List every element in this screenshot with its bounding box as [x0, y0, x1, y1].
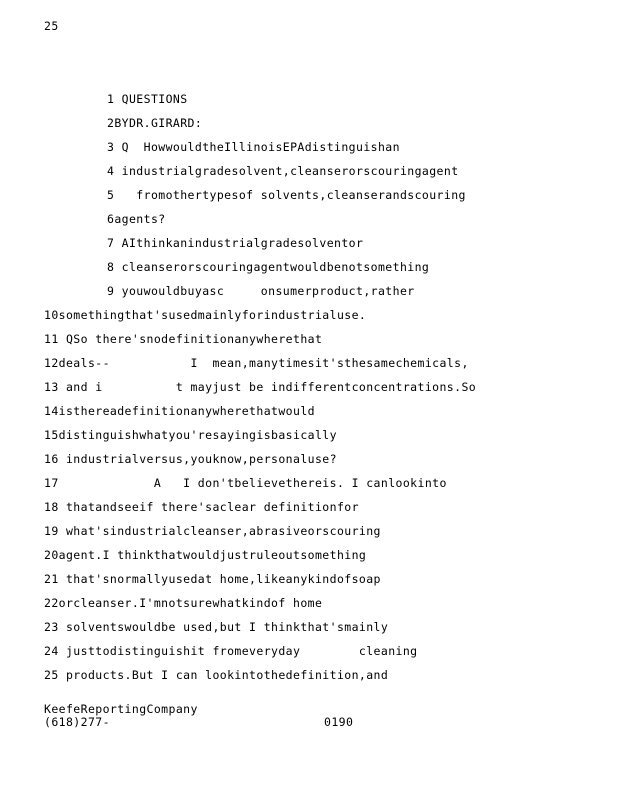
- phone-prefix: (618)277-: [44, 715, 110, 729]
- transcript-line: 11 QSo there'snodefinitionanywherethat: [44, 332, 323, 346]
- page-number: 25: [44, 19, 59, 33]
- transcript-line: 4 industrialgradesolvent,cleanserorscouringagent: [107, 164, 459, 178]
- transcript-line: 24 justtodistinguishit fromeveryday cleaning: [44, 644, 418, 658]
- transcript-line: 7 AIthinkanindustrialgradesolventor: [107, 236, 364, 250]
- transcript-line: 9 youwouldbuyasc onsumerproduct,rather: [107, 284, 415, 298]
- transcript-line: 16 industrialversus,youknow,personaluse?: [44, 452, 337, 466]
- transcript-line: 20agent.I thinkthatwouldjustruleoutsomething: [44, 548, 367, 562]
- reporting-company: KeefeReportingCompany: [44, 702, 198, 716]
- transcript-line: 19 what'sindustrialcleanser,abrasiveorscouring: [44, 524, 381, 538]
- transcript-line: 23 solventswouldbe used,but I thinkthat'smainly: [44, 620, 389, 634]
- transcript-line: 10somethingthat'susedmainlyforindustrialuse.: [44, 308, 367, 322]
- transcript-line: 5 fromothertypesof solvents,cleanserandscouring: [107, 188, 466, 202]
- transcript-line: 8 cleanserorscouringagentwouldbenotsomething: [107, 260, 430, 274]
- transcript-line: 21 that'snormallyusedat home,likeanykindofsoap: [44, 572, 381, 586]
- transcript-line: 2BYDR.GIRARD:: [107, 116, 203, 130]
- transcript-body: [0, 90, 476, 690]
- transcript-line: 25 products.But I can lookintothedefinition,and: [44, 668, 389, 682]
- phone-suffix: 0190: [324, 715, 354, 729]
- transcript-line: 12deals-- I mean,manytimesit'sthesamechemicals,: [44, 356, 469, 370]
- transcript-line: 18 thatandseeif there'saclear definitionfor: [44, 500, 359, 514]
- transcript-line: 6agents?: [107, 212, 166, 226]
- phone-number: [44, 716, 353, 729]
- transcript-line: 13 and i t mayjust be indifferentconcentrations.So: [44, 380, 477, 394]
- transcript-line: 17 A I don'tbelievethereis. I canlookinto: [44, 476, 447, 490]
- footer: [44, 703, 353, 729]
- transcript-line: 15distinguishwhatyou'resayingisbasically: [44, 428, 337, 442]
- transcript-line: 3 Q HowwouldtheIllinoisEPAdistinguishan: [107, 140, 400, 154]
- transcript-line: 14isthereadefinitionanywherethatwould: [44, 404, 315, 418]
- transcript-line: 22orcleanser.I'mnotsurewhatkindof home: [44, 596, 323, 610]
- transcript-line: 1 QUESTIONS: [107, 92, 188, 106]
